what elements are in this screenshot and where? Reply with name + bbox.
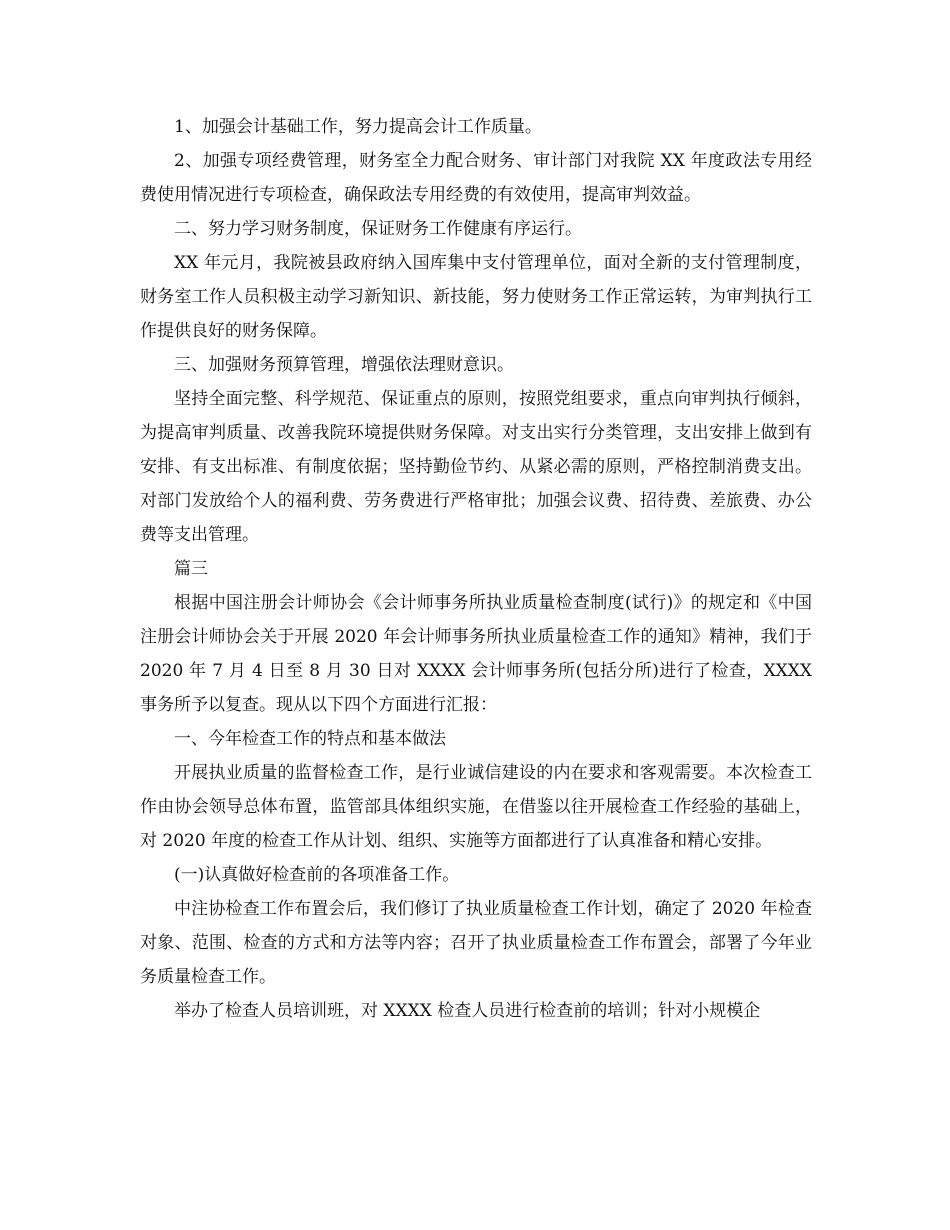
paragraph-1: 1、加强会计基础工作，努力提高会计工作质量。 bbox=[174, 117, 542, 137]
paragraph-2: 2、加强专项经费管理，财务室全力配合财务、审计部门对我院 XX 年度政法专用经费使用情况进行专项检查，确保政法专用经费的有效使用，提高审判效益。 bbox=[140, 151, 812, 205]
section-heading-1: 一、今年检查工作的特点和基本做法 bbox=[174, 729, 446, 749]
section-heading-2: 二、努力学习财务制度，保证财务工作健康有序运行。 bbox=[174, 219, 582, 239]
document-body bbox=[140, 110, 812, 1028]
paragraph-4: 坚持全面完整、科学规范、保证重点的原则，按照党组要求，重点向审判执行倾斜，为提高审判质量、改善我院环境提供财务保障。对支出实行分类管理，支出安排上做到有安排、有支出标准、有制度依据；坚持勤俭节约、从紧必需的原则，严格控制消费支出。对部门发放给个人的福利费、劳务费进行严格审批；加强会议费、招待费、差旅费、办公费等支出管理。 bbox=[140, 389, 812, 545]
section-heading-3: 三、加强财务预算管理，增强依法理财意识。 bbox=[174, 355, 514, 375]
paragraph-7: 中注协检查工作布置会后，我们修订了执业质量检查工作计划，确定了 2020 年检查对象、范围、检查的方式和方法等内容；召开了执业质量检查工作布置会，部署了今年业务质量检查工作。 bbox=[140, 899, 812, 987]
paragraph-3: XX 年元月，我院被县政府纳入国库集中支付管理单位，面对全新的支付管理制度，财务室工作人员积极主动学习新知识、新技能，努力使财务工作正常运转，为审判执行工作提供良好的财务保障。 bbox=[140, 253, 812, 341]
paragraph-5: 根据中国注册会计师协会《会计师事务所执业质量检查制度(试行)》的规定和《中国注册会计师协会关于开展 2020 年会计师事务所执业质量检查工作的通知》精神，我们于 2020 年 7 月 4 日至 8 月 30 日对 XXXX 会计师事务所(包括分所)进行了检查，XXXX 事务所予以复查。现从以下四个方面进行汇报： bbox=[140, 593, 812, 715]
paragraph-8: 举办了检查人员培训班，对 XXXX 检查人员进行检查前的培训；针对小规模企 bbox=[174, 1001, 761, 1021]
subsection-heading-1: (一)认真做好检查前的各项准备工作。 bbox=[174, 865, 460, 885]
chapter-heading: 篇三 bbox=[174, 559, 208, 579]
paragraph-6: 开展执业质量的监督检查工作，是行业诚信建设的内在要求和客观需要。本次检查工作由协会领导总体布置，监管部具体组织实施，在借鉴以往开展检查工作经验的基础上，对 2020 年度的检查工作从计划、组织、实施等方面都进行了认真准备和精心安排。 bbox=[140, 763, 812, 851]
